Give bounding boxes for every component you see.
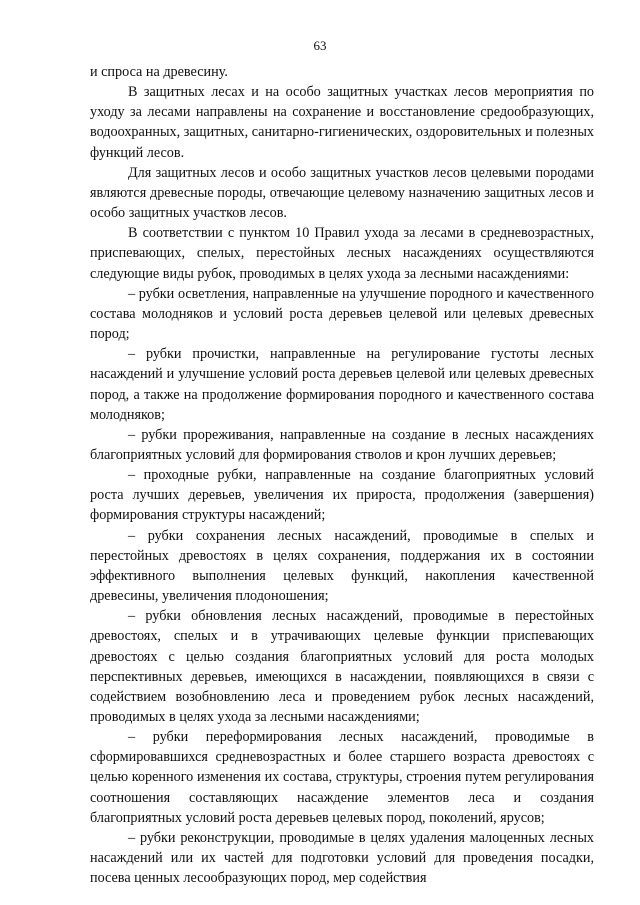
paragraph-continuation: и спроса на древесину.	[90, 64, 228, 80]
list-item-thinning-cuts: – рубки прореживания, направленные на создание в лесных насаждениях благоприятных условий для формирования стволов и крон лучших деревьев;	[90, 426, 594, 463]
paragraph-rules-reference: В соответствии с пунктом 10 Правил ухода за лесами в средневозрастных, приспевающих, спелых, перестойных лесных насаждениях осуществляются следующие виды рубок, проводимых в целях ухода за лесными насаждениями:	[90, 225, 594, 282]
page-number: 63	[313, 38, 327, 53]
list-item-preservation-cuts: – рубки сохранения лесных насаждений, проводимые в спелых и перестойных древостоях в целях сохранения, поддержания их в состоянии эффективного выполнения целевых функций, накопления качественной древесины, увеличения плодоношения;	[90, 527, 594, 605]
list-item-reformation-cuts: – рубки переформирования лесных насаждений, проводимые в сформировавшихся средневозрастных и более старшего возраста древостоях с целью коренного изменения их состава, структуры, строения путем регулирования соотношения составляющих насаждение элементов леса и создания благоприятных условий роста деревьев целевых пород, поколений, ярусов;	[90, 729, 594, 826]
document-body	[90, 62, 594, 888]
list-item-passage-cuts: – проходные рубки, направленные на создание благоприятных условий роста лучших деревьев, увеличения их прироста, продолжения (завершения) формирования структуры насаждений;	[90, 467, 594, 524]
paragraph-target-species: Для защитных лесов и особо защитных участков лесов целевыми породами являются древесные породы, отвечающие целевому назначению защитных лесов и особо защитных участков лесов.	[90, 164, 594, 222]
list-item-cleaning-cuts: – рубки прочистки, направленные на регулирование густоты лесных насаждений и улучшение условий роста деревьев целевой или целевых древесных пород, а также на продолжение формирования породного и качественного состава молодняков;	[90, 346, 594, 423]
list-item-renewal-cuts: – рубки обновления лесных насаждений, проводимые в перестойных древостоях, спелых и в утрачивающих целевые функции приспевающих древостоях с целью создания благоприятных условий для роста молодых перспективных деревьев, имеющихся в насаждении, появляющихся в связи с содействием возобновлению леса и проведением рубок лесных насаждений, проводимых в целях ухода за лесными насаждениями;	[90, 608, 594, 725]
list-item-clearing-cuts: – рубки осветления, направленные на улучшение породного и качественного состава молодняков и условий роста деревьев целевой или целевых древесных пород;	[90, 285, 594, 343]
paragraph-protective-forests: В защитных лесах и на особо защитных участках лесов мероприятия по уходу за лесами направлены на сохранение и восстановление средообразующих, водоохранных, защитных, санитарно-гигиенических, оздоровительных и полезных функций лесов.	[90, 84, 594, 161]
list-item-reconstruction-cuts: – рубки реконструкции, проводимые в целях удаления малоценных лесных насаждений или их частей для подготовки условий для проведения посадки, посева ценных лесообразующих пород, мер содействия	[90, 829, 594, 887]
